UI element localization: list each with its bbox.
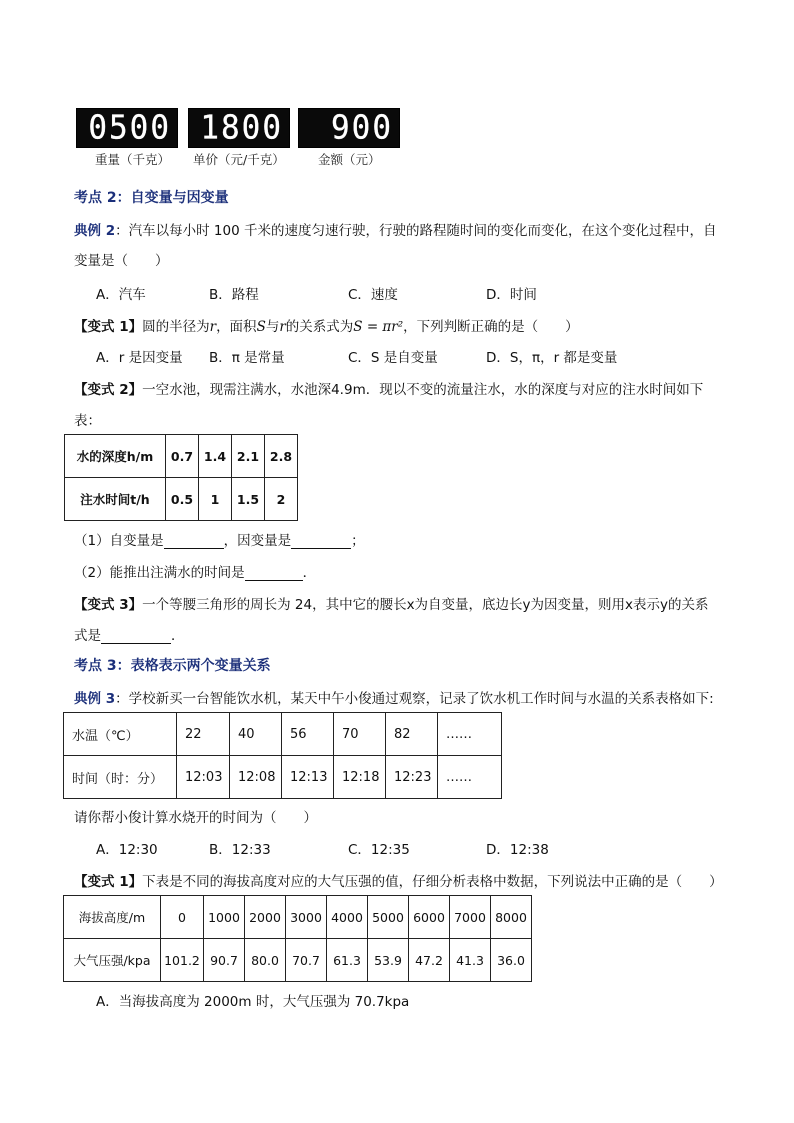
variant2-text1: 一空水池，现需注满水，水池深4.9m．现以不变的流量注水，水的深度与对应的注水时间如下 [142,382,704,398]
answer-blank[interactable] [164,534,224,549]
table-row [65,435,298,478]
table-cell: 1.5 [232,478,265,521]
table-header-cell: 水温（℃） [64,713,177,756]
table-cell: 36.0 [491,939,532,982]
weight-digits: 0500 [88,108,171,147]
table-cell: 82 [386,713,438,756]
variant1-var-r2: r [279,319,286,335]
altitude-pressure-table [63,895,532,982]
table-row [64,939,532,982]
variant1-text-b: ，面积 [216,319,257,335]
table-cell: 12:13 [282,756,334,799]
variant3-text1: 一个等腰三角形的周长为 24，其中它的腰长x为自变量，底边长y为因变量，则用x表示y的关系 [142,597,709,613]
variant1-option-a: A．r 是因变量 [96,350,183,366]
price-label: 单价（元/千克） [193,152,285,167]
s3-variant1-option-a: A．当海拔高度为 2000m 时，大气压强为 70.7kpa [96,994,410,1010]
s3-variant1-tag: 【变式 1】 [74,874,143,890]
variant1-var-s: S [256,319,266,335]
variant1-option-d: D．S，π，r 都是变量 [486,350,618,366]
example2-line1 [74,219,716,239]
table-cell: 0 [161,896,204,939]
example2-option-a: A．汽车 [96,287,146,303]
table-cell: 22 [177,713,230,756]
table-cell: 41.3 [450,939,491,982]
variant2-q1-text-b: ，因变量是 [223,533,292,549]
price-display [188,108,290,148]
variant2-q2-text-b: ． [302,565,317,581]
table-header-cell: 大气压强/kpa [64,939,161,982]
table-cell: …… [438,713,502,756]
amount-display [298,108,400,148]
example3-text1: ：学校新买一台智能饮水机，某天中午小俊通过观察，记录了饮水机工作时间与水温的关系表格如下: [115,691,714,707]
variant3-text2: 式是 [74,628,101,644]
answer-blank[interactable] [101,629,171,644]
example3-question: 请你帮小俊计算水烧开的时间为（ ） [74,810,317,826]
table-cell: …… [438,756,502,799]
variant1-tag: 【变式 1】 [74,319,143,335]
example2-option-b: B．路程 [209,287,259,303]
table-cell: 40 [230,713,282,756]
table-cell: 56 [282,713,334,756]
example2-line2: 变量是（ ） [74,253,169,269]
variant2-line2: 表： [74,413,101,429]
table-cell: 70 [334,713,386,756]
answer-blank[interactable] [291,534,351,549]
table-header-cell: 注水时间t/h [65,478,166,521]
variant1-text-e: ，下列判断正确的是（ ） [403,319,579,335]
s3-variant1-line1 [74,870,723,890]
variant3-end: ． [171,628,185,644]
table-cell: 1.4 [199,435,232,478]
s3-variant1-text1: 下表是不同的海拔高度对应的大气压强的值，仔细分析表格中数据，下列说法中正确的是（ ） [142,874,723,890]
table-cell: 80.0 [245,939,286,982]
variant1-option-b: B．π 是常量 [209,350,285,366]
variant2-q1 [74,529,365,549]
variant2-q2 [74,561,316,581]
table-cell: 8000 [491,896,532,939]
table-cell: 2 [265,478,298,521]
table-cell: 61.3 [327,939,368,982]
amount-digits: 900 [331,108,393,147]
weight-display [76,108,178,148]
table-cell: 0.7 [166,435,199,478]
table-header-cell: 海拔高度/m [64,896,161,939]
variant1-option-c: C．S 是自变量 [348,350,438,366]
answer-blank[interactable] [245,566,303,581]
section2-heading: 考点 2：自变量与因变量 [74,190,229,206]
table-row [65,478,298,521]
table-cell: 4000 [327,896,368,939]
variant1-text-a: 圆的半径为 [142,319,210,335]
table-header-cell: 时间（时：分） [64,756,177,799]
table-cell: 2.1 [232,435,265,478]
table-cell: 70.7 [286,939,327,982]
weight-label: 重量（千克） [95,152,171,167]
table-cell: 12:03 [177,756,230,799]
water-depth-table [64,434,298,521]
example3-option-c: C．12:35 [348,842,410,858]
table-row [64,896,532,939]
table-cell: 12:18 [334,756,386,799]
variant1-var-r: r [209,319,217,335]
table-cell: 12:08 [230,756,282,799]
variant1-formula: S = πr² [353,319,404,335]
table-cell: 90.7 [204,939,245,982]
table-cell: 2000 [245,896,286,939]
variant3-tag: 【变式 3】 [74,597,143,613]
variant2-q1-text-c: ； [351,533,365,549]
table-header-cell: 水的深度h/m [65,435,166,478]
example3-option-b: B．12:33 [209,842,271,858]
table-cell: 1 [199,478,232,521]
table-cell: 53.9 [368,939,409,982]
table-cell: 0.5 [166,478,199,521]
variant2-tag: 【变式 2】 [74,382,143,398]
table-cell: 6000 [409,896,450,939]
table-cell: 7000 [450,896,491,939]
water-temperature-table [63,712,502,799]
table-cell: 101.2 [161,939,204,982]
example2-option-d: D．时间 [486,287,537,303]
table-cell: 5000 [368,896,409,939]
table-cell: 3000 [286,896,327,939]
price-digits: 1800 [200,108,283,147]
example2-tag: 典例 2 [74,223,116,239]
variant2-q1-text-a: （1）自变量是 [74,533,164,549]
example3-tag: 典例 3 [74,691,116,707]
variant1-line [74,315,579,335]
example3-option-a: A．12:30 [96,842,158,858]
example3-line1 [74,687,714,707]
table-cell: 2.8 [265,435,298,478]
variant2-line1 [74,378,703,398]
table-cell: 12:23 [386,756,438,799]
variant1-text-d: 的关系式为 [285,319,354,335]
variant3-line2 [74,624,185,644]
example2-option-c: C．速度 [348,287,398,303]
example2-text1: ：汽车以每小时 100 千米的速度匀速行驶，行驶的路程随时间的变化而变化，在这个变化过程中，自 [115,223,717,239]
section3-heading: 考点 3：表格表示两个变量关系 [74,658,271,674]
variant1-text-c: 与 [265,319,280,335]
example3-option-d: D．12:38 [486,842,549,858]
table-cell: 1000 [204,896,245,939]
table-row [64,713,502,756]
variant3-line1 [74,593,709,613]
table-cell: 47.2 [409,939,450,982]
table-row [64,756,502,799]
amount-label: 金额（元） [318,152,381,167]
variant2-q2-text-a: （2）能推出注满水的时间是 [74,565,245,581]
